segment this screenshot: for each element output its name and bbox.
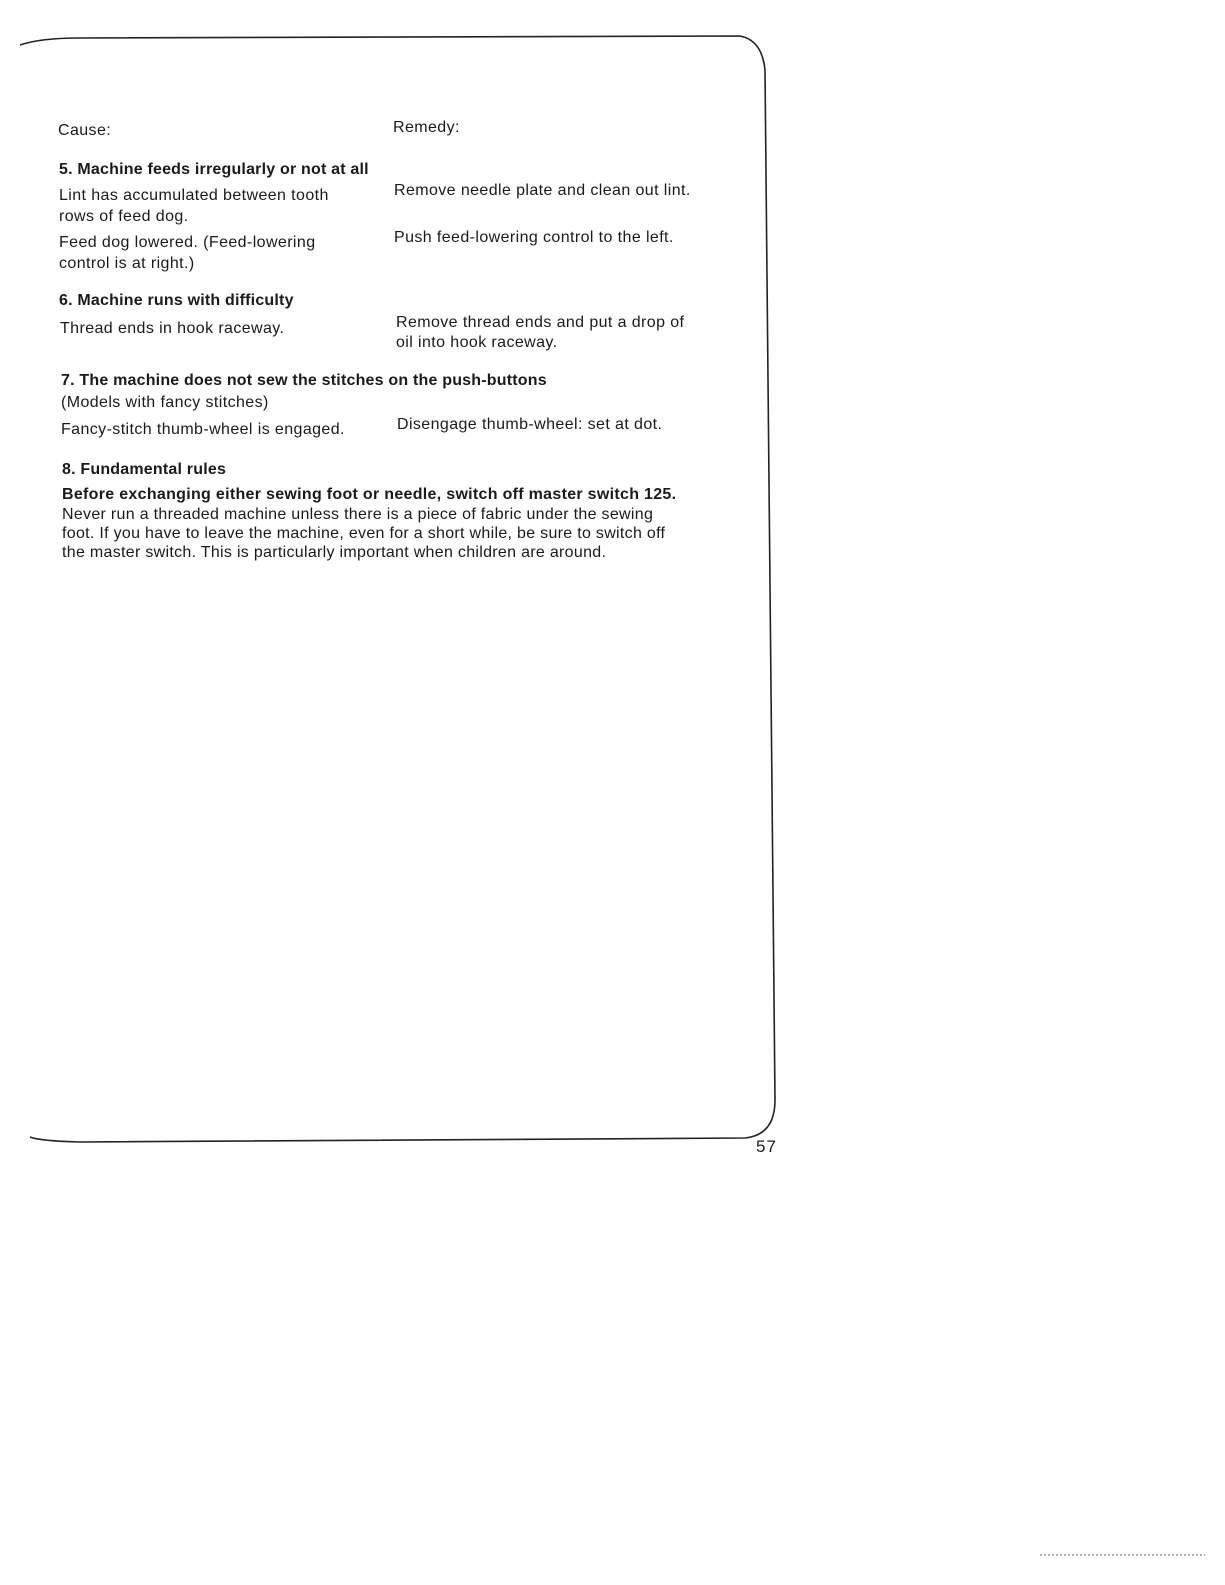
section-7-subtitle: (Models with fancy stitches)	[61, 394, 269, 411]
s5-cause-2-line-1: Feed dog lowered. (Feed-lowering	[59, 234, 316, 251]
s5-remedy-2: Push feed-lowering control to the left.	[394, 229, 674, 246]
s7-cause-1: Fancy-stitch thumb-wheel is engaged.	[61, 421, 345, 438]
s5-cause-1-line-1: Lint has accumulated between tooth	[59, 187, 329, 204]
s6-remedy-1-line-2: oil into hook raceway.	[396, 334, 558, 351]
s8-line-4: the master switch. This is particularly important when children are around.	[62, 544, 607, 561]
s5-cause-1-line-2: rows of feed dog.	[59, 208, 189, 225]
s8-line-3: foot. If you have to leave the machine, even for a short while, be sure to switch off	[62, 525, 666, 542]
section-8-title: 8. Fundamental rules	[62, 461, 227, 478]
s8-line-2: Never run a threaded machine unless there is a piece of fabric under the sewing	[62, 506, 654, 523]
s7-remedy-1: Disengage thumb-wheel: set at dot.	[397, 416, 663, 433]
section-5-title: 5. Machine feeds irregularly or not at all	[59, 161, 369, 178]
s6-cause-1: Thread ends in hook raceway.	[60, 320, 285, 337]
s6-remedy-1-line-1: Remove thread ends and put a drop of	[396, 314, 685, 331]
page-number: 57	[756, 1137, 777, 1156]
remedy-column-label: Remedy:	[393, 119, 460, 136]
s5-remedy-1: Remove needle plate and clean out lint.	[394, 182, 691, 199]
s8-line-1: Before exchanging either sewing foot or needle, switch off master switch 125.	[62, 486, 677, 503]
section-7-title: 7. The machine does not sew the stitches on the push-buttons	[61, 372, 547, 389]
s5-cause-2-line-2: control is at right.)	[59, 255, 195, 272]
cause-column-label: Cause:	[58, 122, 112, 139]
section-6-title: 6. Machine runs with difficulty	[59, 292, 294, 309]
